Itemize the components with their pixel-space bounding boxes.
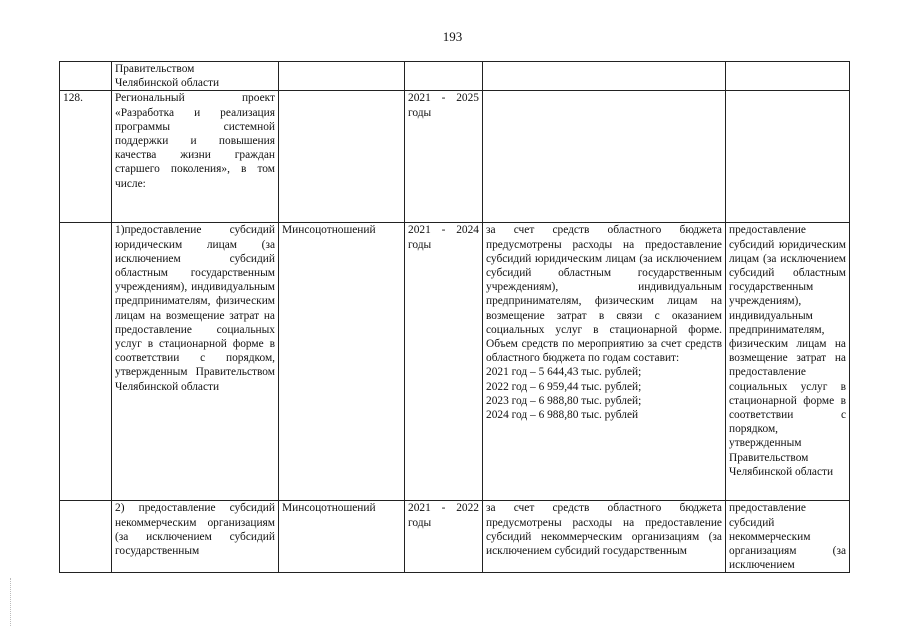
result-cell xyxy=(726,91,850,223)
executor-cell: Минсоцотношений xyxy=(279,501,405,573)
period-cell: 2021 - 2024 годы xyxy=(405,223,483,501)
measure-name-cell xyxy=(112,62,279,91)
executor-cell xyxy=(279,62,405,91)
amount-line: 2022 год – 6 959,44 тыс. рублей; xyxy=(486,380,642,393)
description-cell: за счет средств областного бюджета предусмотрены расходы на предоставление субсидий некоммерческим организациям (за исключением субсидий государственным xyxy=(483,501,726,573)
amount-line: 2023 год – 6 988,80 тыс. рублей; xyxy=(486,394,642,407)
amount-line: 2024 год – 6 988,80 тыс. рублей xyxy=(486,409,639,422)
measure-name-cell: Региональный проект «Разработка и реализация программы системной поддержки и повышения качества жизни граждан старшего поколения», в том числе: xyxy=(112,91,279,223)
table-row xyxy=(60,91,850,223)
measure-name-cell: 2) предоставление субсидий некоммерческим организациям (за исключением субсидий государственным xyxy=(112,501,279,573)
measures-table xyxy=(59,61,850,573)
executor-cell: Минсоцотношений xyxy=(279,223,405,501)
period-cell: 2021 - 2025 годы xyxy=(405,91,483,223)
row-number-cell xyxy=(60,501,112,573)
period-cell: 2021 - 2022 годы xyxy=(405,501,483,573)
amount-line: 2021 год – 5 644,43 тыс. рублей; xyxy=(486,366,642,379)
description-cell xyxy=(483,91,726,223)
row-number-cell xyxy=(60,223,112,501)
table-row xyxy=(60,223,850,501)
result-cell xyxy=(726,62,850,91)
margin-scan-marks xyxy=(10,578,13,626)
row-number-cell: 128. xyxy=(60,91,112,223)
measure-name-cell: 1)предоставление субсидий юридическим лицам (за исключением субсидий областным государственным учреждениям), индивидуальным предпринимателям, физическим лицам на возмещение затрат на предоставление социальных услуг в стационарной форме в соответствии с порядком, утвержденным Правительством Челябинской области xyxy=(112,223,279,501)
table-row xyxy=(60,501,850,573)
description-cell xyxy=(483,223,726,501)
executor-cell xyxy=(279,91,405,223)
period-cell xyxy=(405,62,483,91)
page-number: 193 xyxy=(442,29,463,44)
measure-name-text: Правительством Челябинской области xyxy=(115,63,220,90)
table-row xyxy=(60,62,850,91)
result-cell: предоставление субсидий некоммерческим организациям (за исключением xyxy=(726,501,850,573)
description-cell xyxy=(483,62,726,91)
result-cell: предоставление субсидий юридическим лицам (за исключением субсидий областным государственным учреждениям), индивидуальным предпринимателям, физическим лицам на возмещение затрат на предоставление социальных услуг в стационарной форме в соответствии с порядком, утвержденным Правительством Челябинской области xyxy=(726,223,850,501)
description-text: за счет средств областного бюджета предусмотрены расходы на предоставление субсидий юридическим лицам (за исключением субсидий областным государственным учреждениям), индивидуальным предпринимателям, физическим лицам на возмещение затрат в связи с оказанием социальных услуг в стационарной форме. Объем средств по мероприятию за счет средств областного бюджета по годам составит: xyxy=(486,224,722,365)
row-number-cell xyxy=(60,62,112,91)
